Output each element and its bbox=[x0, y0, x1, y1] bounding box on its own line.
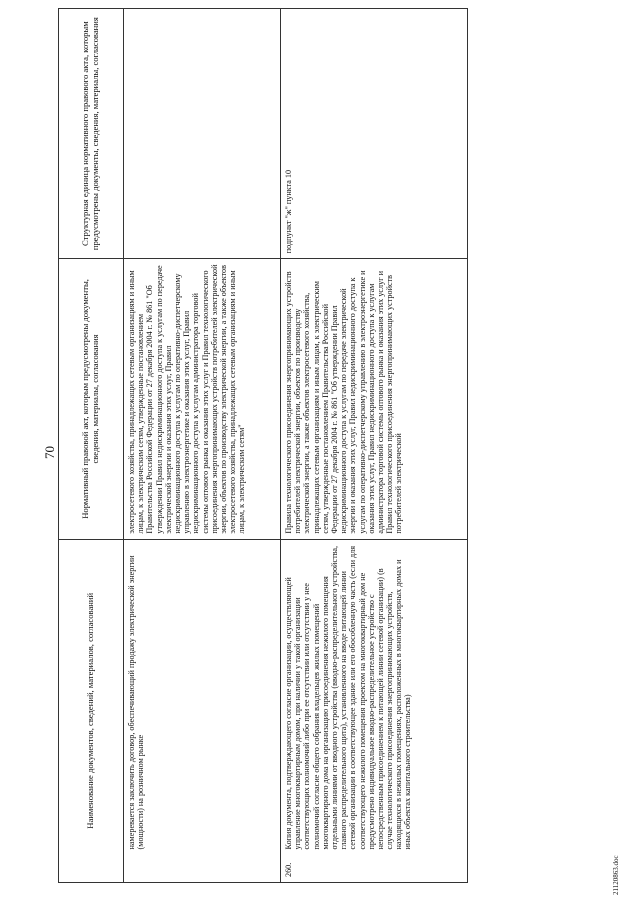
table-row bbox=[281, 9, 468, 883]
header-act: Нормативный правовой акт, которым предусмотрены документы, сведения, материалы, согласования bbox=[59, 259, 124, 539]
row-document-name: намеревается заключить договор, обеспечивающий продажу электрической энергии (мощности) на розничном рынке bbox=[124, 539, 281, 854]
row-legal-act: электросетевого хозяйства, принадлежащих сетевым организациям и иным лицам, к электрическим сетям, утвержденные постановлением Правительства Российской Федерации от 27 декабря 2004 г. № 861 "Об утверждении Правил недискриминационного доступа к услугам по передаче электрической энергии и оказания этих услуг, Правил недискриминационного доступа к услугам по оперативно-диспетчерскому управлению в электроэнергетике и оказания этих услуг, Правил недискриминационного доступа к услугам администратора торговой системы оптового рынка и оказания этих услуг и Правил технологического присоединения энергопринимающих устройств потребителей электрической энергии, объектов по производству электрической энергии, а также объектов электросетевого хозяйства, принадлежащих сетевым организациям и иным лицам, к электрическим сетям" bbox=[124, 259, 281, 539]
row-number bbox=[124, 854, 281, 882]
table-header-row bbox=[59, 9, 124, 883]
header-name: Наименование документов, сведений, материалов, согласований bbox=[59, 539, 124, 882]
row-structural-unit: подпункт "ж" пункта 10 bbox=[281, 9, 468, 259]
row-structural-unit bbox=[124, 9, 281, 259]
requirements-table bbox=[58, 8, 468, 883]
header-unit: Структурная единица нормативного правового акта, которым предусмотрены документы, сведения, материалы, согласования bbox=[59, 9, 124, 259]
table-row bbox=[124, 9, 281, 883]
page-number: 70 bbox=[42, 446, 57, 459]
row-document-name: Копия документа, подтверждающего согласие организации, осуществляющей управление многоквартирным домом, при наличии у такой организации соответствующих полномочий либо при ее отсутствии или отсутствии у нее полномочий согласие общего собрания владельцев жилых помещений многоквартирного дома на организацию присоединения нежилого помещения отдельными линиями от вводного устройства (вводно-распределительного устройства, главного распределительного щита), установленного на вводе питающей линии сетевой организации в соответствующее здание или его обособленную часть (если для соответствующего нежилого помещения проектом на многоквартирный дом не предусмотрено индивидуальное вводно-распределительное устройство с непосредственным присоединением к питающей линии сетевой организации) (в случае технологического присоединения энергопринимающих устройств, находящихся в нежилых помещениях, расположенных в многоквартирных домах и иных объектах капитального строительства) bbox=[281, 539, 468, 854]
row-number: 260. bbox=[281, 854, 468, 882]
document-footer-filename: 21120863.doc bbox=[612, 855, 620, 895]
row-legal-act: Правила технологического присоединения энергопринимающих устройств потребителей электрической энергии, объектов по производству электрической энергии, а также объектов электросетевого хозяйства, принадлежащих сетевым организациям и иным лицам, к электрическим сетям, утвержденные постановлением Правительства Российской Федерации от 27 декабря 2004 г. № 861 "Об утверждении Правил недискриминационного доступа к услугам по передаче электрической энергии и оказания этих услуг, Правил недискриминационного доступа к услугам по оперативно-диспетчерскому управлению в электроэнергетике и оказания этих услуг, Правил недискриминационного доступа к услугам администратора торговой системы оптового рынка и оказания этих услуг и Правил технологического присоединения энергопринимающих устройств потребителей электрической bbox=[281, 259, 468, 539]
